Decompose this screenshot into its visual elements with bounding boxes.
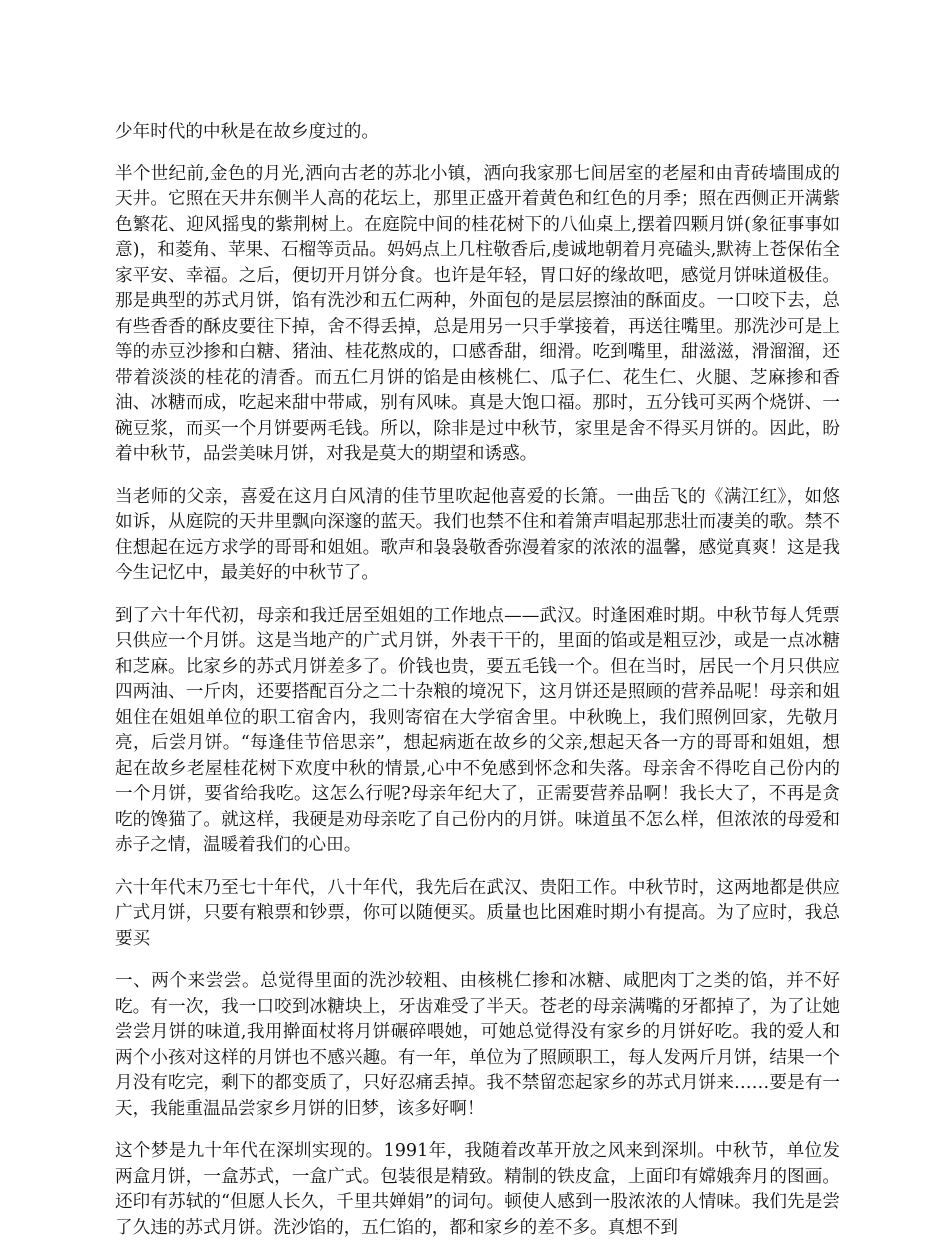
paragraph-1: 少年时代的中秋是在故乡度过的。 (115, 122, 379, 142)
paragraph-7: 这个梦是九十年代在深圳实现的。1991年，我随着改革开放之风来到深圳。中秋节，单位发两盒月饼，一盒苏式，一盒广式。包装很是精致。精制的铁皮盒，上面印有嫦娥奔月的图画。还印有苏轼的“但愿人长久，千里共婵娟”的词句。顿使人感到一股浓浓的人情味。我们先是尝了久违的苏式月饼。洗沙馅的，五仁馅的，都和家乡的差不多。真想不到 (115, 1141, 840, 1238)
paragraph-5: 六十年代末乃至七十年代，八十年代，我先后在武汉、贵阳工作。中秋节时，这两地都是供应广式月饼，只要有粮票和钞票，你可以随便买。质量也比困难时期小有提高。为了应时，我总要买 (115, 877, 840, 949)
document-page (115, 120, 840, 1258)
paragraph-2: 半个世纪前,金色的月光,洒向古老的苏北小镇，洒向我家那七间居室的老屋和由青砖墙围成的天井。它照在天井东侧半人高的花坛上，那里正盛开着黄色和红色的月季；照在西侧正开满紫色繁花、迎风摇曳的紫荆树上。在庭院中间的桂花树下的八仙桌上,摆着四颗月饼(象征事事如意)，和菱角、苹果、石榴等贡品。妈妈点上几柱敬香后,虔诚地朝着月亮磕头,默祷上苍保佑全家平安、幸福。之后，便切开月饼分食。也许是年轻，胃口好的缘故吧，感觉月饼味道极佳。那是典型的苏式月饼，馅有洗沙和五仁两种，外面包的是层层擦油的酥面皮。一口咬下去，总有些香香的酥皮要往下掉，舍不得丢掉，总是用另一只手掌接着，再送往嘴里。那洗沙可是上等的赤豆沙掺和白糖、猪油、桂花熬成的，口感香甜，细滑。吃到嘴里，甜滋滋，滑溜溜，还带着淡淡的桂花的清香。而五仁月饼的馅是由核桃仁、瓜子仁、花生仁、火腿、芝麻掺和香油、冰糖而成，吃起来甜中带咸，别有风味。真是大饱口福。那时，五分钱可买两个烧饼、一碗豆浆，而买一个月饼要两毛钱。所以，除非是过中秋节，家里是舍不得买月饼的。因此，盼着中秋节，品尝美味月饼，对我是莫大的期望和诱惑。 (115, 163, 840, 464)
paragraph-4: 到了六十年代初，母亲和我迁居至姐姐的工作地点——武汉。时逢困难时期。中秋节每人凭票只供应一个月饼。这是当地产的广式月饼，外表干干的，里面的馅或是粗豆沙，或是一点冰糖和芝麻。比家乡的苏式月饼差多了。价钱也贵，要五毛钱一个。但在当时，居民一个月只供应四两油、一斤肉，还要搭配百分之二十杂粮的境况下，这月饼还是照顾的营养品呢！母亲和姐姐住在姐姐单位的职工宿舍内，我则寄宿在大学宿舍里。中秋晚上，我们照例回家，先敬月亮，后尝月饼。“每逢佳节倍思亲”，想起病逝在故乡的父亲,想起天各一方的哥哥和姐姐，想起在故乡老屋桂花树下欢度中秋的情景,心中不免感到怀念和失落。母亲舍不得吃自己份内的一个月饼，要省给我吃。这怎么行呢?母亲年纪大了，正需要营养品啊！我长大了，不再是贪吃的馋猫了。就这样，我硬是劝母亲吃了自己份内的月饼。味道虽不怎么样，但浓浓的母爱和赤子之情，温暖着我们的心田。 (115, 605, 840, 855)
paragraph-3: 当老师的父亲，喜爱在这月白风清的佳节里吹起他喜爱的长箫。一曲岳飞的《满江红》，如悠如诉，从庭院的天井里飘向深邃的蓝天。我们也禁不住和着箫声唱起那悲壮而凄美的歌。禁不住想起在远方求学的哥哥和姐姐。歌声和袅袅敬香弥漫着家的浓浓的温馨，感觉真爽！这是我今生记忆中，最美好的中秋节了。 (115, 486, 840, 583)
paragraph-6: 一、两个来尝尝。总觉得里面的洗沙较粗、由核桃仁掺和冰糖、咸肥肉丁之类的馅，并不好吃。有一次，我一口咬到冰糖块上，牙齿难受了半天。苍老的母亲满嘴的牙都掉了，为了让她尝尝月饼的味道,我用擀面杖将月饼碾碎喂她，可她总觉得没有家乡的月饼好吃。我的爱人和两个小孩对这样的月饼也不感兴趣。有一年，单位为了照顾职工，每人发两斤月饼，结果一个月没有吃完，剩下的都变质了，只好忍痛丢掉。我不禁留恋起家乡的苏式月饼来……要是有一天，我能重温品尝家乡月饼的旧梦，该多好啊！ (115, 971, 840, 1119)
